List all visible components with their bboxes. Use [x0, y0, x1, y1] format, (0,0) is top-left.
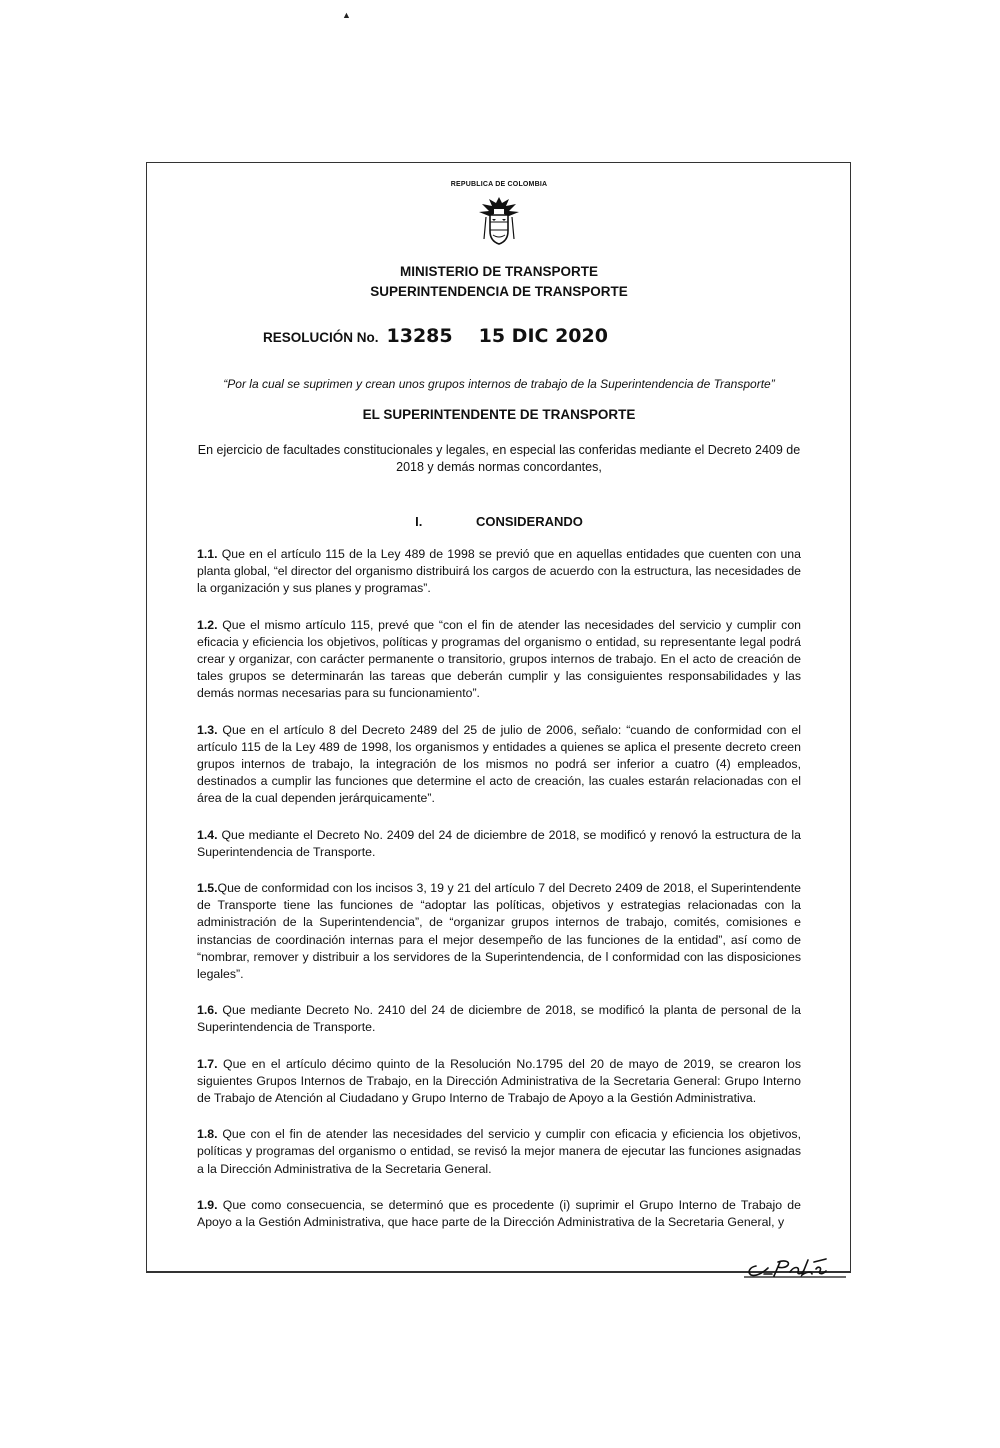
paragraph-number: 1.8. — [197, 1127, 218, 1142]
paragraph — [197, 617, 801, 703]
paragraph — [197, 1056, 801, 1108]
paragraph-text: Que mediante Decreto No. 2410 del 24 de diciembre de 2018, se modificó la planta de personal de la Superintendencia de Transporte. — [197, 1003, 801, 1035]
paragraph-text: Que en el artículo décimo quinto de la Resolución No.1795 del 20 de mayo de 2019, se crearon los siguientes Grupos Internos de Trabajo, en la Dirección Administrativa de la Secretaria General: Grupo Interno de Trabajo de Atención al Ciudadano y Grupo Interno de Trabajo de Apoyo a la Gestión Administrativa. — [197, 1056, 801, 1106]
considerations-body — [197, 546, 801, 1250]
resolution-date: 15 DIC 2020 — [478, 325, 608, 347]
paragraph-text: Que mediante el Decreto No. 2409 del 24 de diciembre de 2018, se modificó y renovó la estructura de la Superintendencia de Transporte. — [197, 827, 801, 859]
paragraph-number: 1.9. — [197, 1197, 218, 1212]
superintendence-name: SUPERINTENDENCIA DE TRANSPORTE — [370, 284, 628, 299]
paragraph — [197, 1002, 801, 1036]
resolution-number: 13285 — [386, 325, 453, 347]
paragraph-text: Que el mismo artículo 115, prevé que “con el fin de atender las necesidades del servicio y cumplir con eficacia y eficiencia los objetivos, políticas y programas del organismo o entidad, su representante legal podrá crear y organizar, con carácter permanente o transitorio, grupos internos de trabajo. En el acto de creación de tales grupos se determinarán las tareas que deberán cumplir y las consiguientes responsabilidades y las demás normas necesarias para su funcionamiento”. — [197, 617, 801, 701]
section-number: I. — [415, 514, 423, 529]
handwritten-initials-signature — [742, 1254, 848, 1278]
paragraph-number: 1.7. — [197, 1056, 218, 1071]
section-title: CONSIDERANDO — [475, 514, 583, 529]
paragraph-text: Que en el artículo 115 de la Ley 489 de 1998 se previó que en aquellas entidades que cuenten con una planta global, “el director del organismo distribuirá los cargos de acuerdo con la estructura, las necesidades de la organización y sus planes y programas”. — [197, 547, 801, 596]
paragraph-number: 1.4. — [197, 827, 218, 842]
paragraph-number: 1.2. — [197, 617, 218, 632]
issuer-heading: EL SUPERINTENDENTE DE TRANSPORTE — [362, 407, 636, 422]
resolution-line — [263, 325, 608, 347]
paragraph-text: Que con el fin de atender las necesidades del servicio y cumplir con eficacia y eficiencia los objetivos, políticas y programas del organismo o entidad, se revisó la mejor manera de ejecutar las funciones asignadas a la Dirección Administrativa de la Secretaria General. — [197, 1127, 801, 1176]
paragraph-number: 1.6. — [197, 1003, 218, 1018]
paragraph-text: Que de conformidad con los incisos 3, 19 y 21 del artículo 7 del Decreto 2409 de 2018, el Superintendente de Transporte tiene las funciones de “adoptar las políticas, objetivos y estrategias relacionadas con la administración de la Superintendencia”, de “organizar grupos internos de trabajo, comités, comisiones e instancias de coordinación internas para el mejor desempeño de las funciones de la entidad”, así como de “nombrar, remover y distribuir a los servidores de la Superintendencia, de l conformidad con las disposiciones legales”. — [197, 881, 801, 982]
republic-label: REPUBLICA DE COLOMBIA — [450, 181, 548, 188]
issuing-entities — [197, 262, 801, 302]
paragraph — [197, 880, 801, 983]
paragraph — [197, 1126, 801, 1178]
preamble: En ejercicio de facultades constitucionales y legales, en especial las conferidas mediante el Decreto 2409 de 2018 y demás normas concordantes, — [197, 443, 801, 474]
ministry-name: MINISTERIO DE TRANSPORTE — [399, 264, 598, 279]
paragraph-number: 1.3. — [197, 722, 218, 737]
top-mark: ▲ — [342, 10, 351, 20]
section-heading — [197, 514, 801, 529]
paragraph-number: 1.1. — [197, 547, 218, 561]
coat-of-arms-seal — [478, 195, 520, 247]
paragraph — [197, 546, 801, 598]
resolution-label: RESOLUCIÓN No. — [263, 330, 379, 345]
paragraph-text: Que en el artículo 8 del Decreto 2489 del 25 de julio de 2006, señalo: “cuando de conformidad con el artículo 115 de la Ley 489 de 1998, los organismos y entidades a quienes se aplica el presente decreto creen grupos internos de trabajo, la integración de los mismos no podrá ser inferior a cuatro (4) empleados, destinados a cumplir las funciones que determine el acto de creación, las cuales estarán relacionadas con el área de la cual dependen jerárquicamente”. — [197, 722, 801, 806]
resolution-subject: “Por la cual se suprimen y crean unos grupos internos de trabajo de la Superintendencia de Transporte” — [223, 377, 775, 391]
paragraph — [197, 722, 801, 808]
document-frame — [146, 162, 851, 1273]
paragraph — [197, 827, 801, 861]
paragraph-number: 1.5. — [197, 881, 218, 896]
paragraph — [197, 1197, 801, 1231]
paragraph-text: Que como consecuencia, se determinó que es procedente (i) suprimir el Grupo Interno de Trabajo de Apoyo a la Gestión Administrativa, que hace parte de la Dirección Administrativa de la Secretaria General, y — [197, 1197, 801, 1230]
